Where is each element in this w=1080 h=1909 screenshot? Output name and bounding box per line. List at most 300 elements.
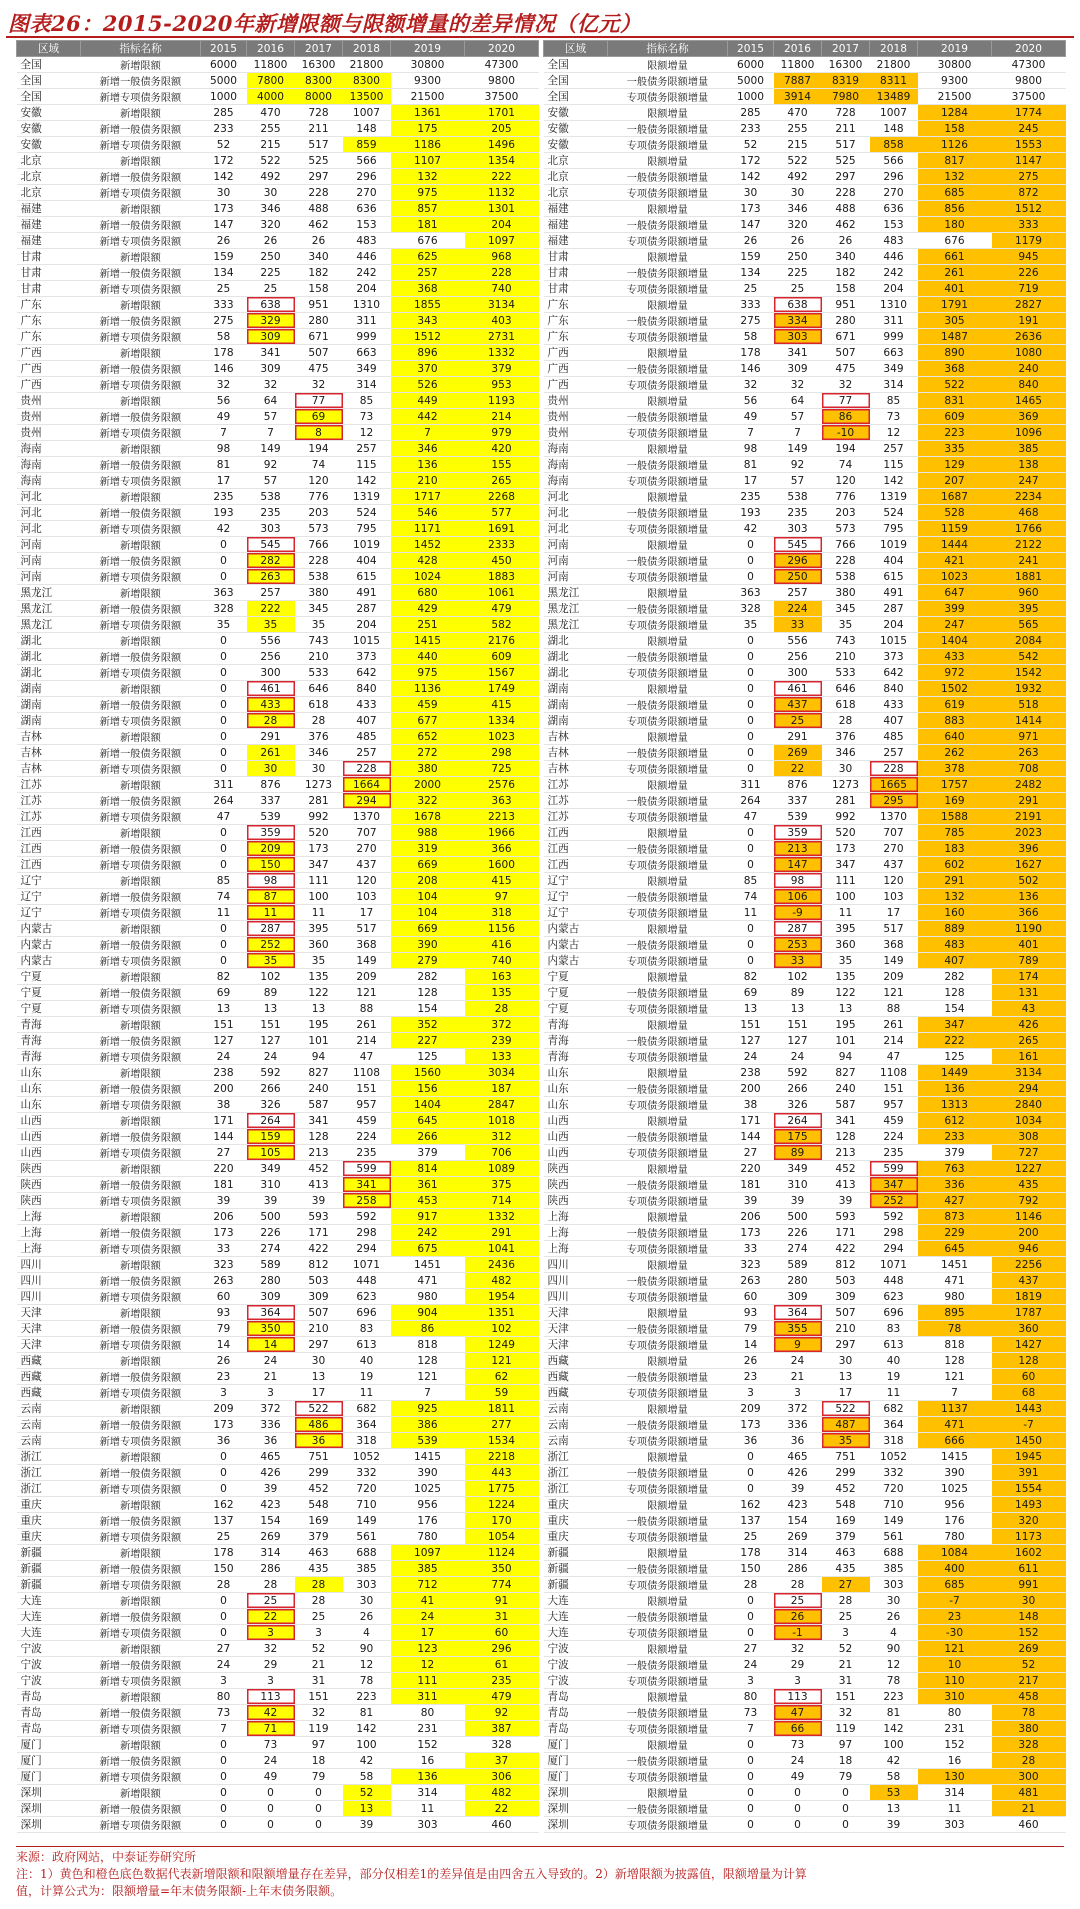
table-row	[17, 1241, 539, 1257]
value-cell: 194	[295, 441, 343, 457]
table-row	[17, 1257, 539, 1273]
value-cell: 47	[343, 1049, 391, 1065]
value-cell: 19	[870, 1369, 918, 1385]
value-cell: 2234	[992, 489, 1066, 505]
value-cell: 3	[247, 1625, 295, 1641]
table-row	[17, 1289, 539, 1305]
region-cell: 全国	[544, 73, 608, 89]
value-cell: 520	[822, 825, 870, 841]
value-cell: 968	[465, 249, 539, 265]
value-cell: 524	[870, 505, 918, 521]
value-cell: 178	[201, 345, 247, 361]
region-cell: 云南	[17, 1401, 81, 1417]
value-cell: 615	[870, 569, 918, 585]
value-cell: 602	[918, 857, 992, 873]
value-cell: 1811	[465, 1401, 539, 1417]
value-cell: 36	[201, 1433, 247, 1449]
value-cell: 682	[870, 1401, 918, 1417]
table-row	[544, 1513, 1066, 1529]
value-cell: 1273	[822, 777, 870, 793]
region-cell: 福建	[17, 233, 81, 249]
value-cell: 763	[918, 1161, 992, 1177]
region-cell: 青海	[17, 1033, 81, 1049]
value-cell: 93	[728, 1305, 774, 1321]
table-row	[17, 1497, 539, 1513]
value-cell: 0	[728, 841, 774, 857]
value-cell: 297	[295, 169, 343, 185]
value-cell: 539	[391, 1433, 465, 1449]
value-cell: 3	[774, 1385, 822, 1401]
value-cell: 29	[774, 1657, 822, 1673]
value-cell: 652	[391, 729, 465, 745]
indicator-cell: 新增一般债务限额	[81, 1465, 201, 1481]
value-cell: 309	[822, 1289, 870, 1305]
value-cell: 2847	[465, 1097, 539, 1113]
value-cell: 435	[295, 1561, 343, 1577]
table-row	[544, 1817, 1066, 1833]
value-cell: 159	[201, 249, 247, 265]
value-cell: 671	[822, 329, 870, 345]
region-cell: 山西	[17, 1145, 81, 1161]
region-cell: 广西	[544, 377, 608, 393]
value-cell: 359	[774, 825, 822, 841]
indicator-cell: 新增专项债务限额	[81, 1625, 201, 1641]
region-cell: 安徽	[17, 137, 81, 153]
region-cell: 广东	[544, 297, 608, 313]
table-row	[544, 889, 1066, 905]
region-cell: 大连	[544, 1609, 608, 1625]
table-row	[17, 537, 539, 553]
value-cell: 214	[465, 409, 539, 425]
value-cell: 71	[247, 1721, 295, 1737]
region-cell: 上海	[544, 1209, 608, 1225]
value-cell: 13	[201, 1001, 247, 1017]
value-cell: 85	[343, 393, 391, 409]
value-cell: 247	[918, 617, 992, 633]
table-row	[17, 313, 539, 329]
value-cell: 180	[918, 217, 992, 233]
value-cell: 92	[774, 457, 822, 473]
value-cell: 151	[295, 1689, 343, 1705]
value-cell: 73	[201, 1705, 247, 1721]
value-cell: 618	[822, 697, 870, 713]
value-cell: 13489	[870, 89, 918, 105]
value-cell: 364	[247, 1305, 295, 1321]
value-cell: 128	[992, 1353, 1066, 1369]
value-cell: 9300	[918, 73, 992, 89]
value-cell: 275	[201, 313, 247, 329]
value-cell: 154	[774, 1513, 822, 1529]
value-cell: 378	[918, 761, 992, 777]
value-cell: 241	[992, 553, 1066, 569]
value-cell: 1052	[343, 1449, 391, 1465]
value-cell: 40	[870, 1353, 918, 1369]
region-cell: 河南	[17, 553, 81, 569]
figure-footer	[16, 1846, 1064, 1900]
value-cell: 73	[870, 409, 918, 425]
value-cell: 740	[465, 281, 539, 297]
value-cell: -9	[774, 905, 822, 921]
value-cell: 2840	[992, 1097, 1066, 1113]
value-cell: 1554	[992, 1481, 1066, 1497]
table-row	[17, 105, 539, 121]
value-cell: 1025	[391, 1481, 465, 1497]
value-cell: 173	[201, 201, 247, 217]
value-cell: 0	[247, 1785, 295, 1801]
value-cell: 613	[870, 1337, 918, 1353]
indicator-cell: 新增一般债务限额	[81, 457, 201, 473]
value-cell: 30	[295, 1353, 343, 1369]
value-cell: 101	[295, 1033, 343, 1049]
value-cell: 161	[992, 1049, 1066, 1065]
indicator-cell: 新增一般债务限额	[81, 1801, 201, 1817]
table-row	[17, 1193, 539, 1209]
value-cell: 78	[870, 1673, 918, 1689]
value-cell: 73	[247, 1737, 295, 1753]
indicator-cell: 新增专项债务限额	[81, 1289, 201, 1305]
value-cell: 270	[343, 185, 391, 201]
value-cell: 2191	[992, 809, 1066, 825]
value-cell: 122	[295, 985, 343, 1001]
value-cell: 517	[343, 921, 391, 937]
value-cell: 1310	[870, 297, 918, 313]
value-cell: 1502	[918, 681, 992, 697]
value-cell: 151	[774, 1017, 822, 1033]
value-cell: 719	[992, 281, 1066, 297]
value-cell: 35	[295, 617, 343, 633]
region-cell: 贵州	[544, 409, 608, 425]
indicator-cell: 新增限额	[81, 201, 201, 217]
table-row	[544, 633, 1066, 649]
value-cell: 1404	[391, 1097, 465, 1113]
value-cell: 151	[822, 1689, 870, 1705]
value-cell: 483	[343, 233, 391, 249]
value-cell: 840	[870, 681, 918, 697]
region-cell: 陕西	[17, 1193, 81, 1209]
value-cell: 59	[465, 1385, 539, 1401]
value-cell: 0	[728, 825, 774, 841]
region-cell: 广西	[17, 361, 81, 377]
value-cell: 341	[774, 345, 822, 361]
value-cell: 380	[822, 585, 870, 601]
table-row	[544, 825, 1066, 841]
table-row	[544, 1081, 1066, 1097]
value-cell: 32	[774, 1641, 822, 1657]
value-cell: 426	[774, 1465, 822, 1481]
indicator-cell: 新增专项债务限额	[81, 137, 201, 153]
table-row	[17, 153, 539, 169]
value-cell: 712	[391, 1577, 465, 1593]
region-cell: 青岛	[544, 1705, 608, 1721]
value-cell: 25	[247, 281, 295, 297]
region-cell: 黑龙江	[544, 617, 608, 633]
indicator-cell: 专项债务限额增量	[608, 137, 728, 153]
value-cell: 13	[295, 1369, 343, 1385]
indicator-cell: 限额增量	[608, 1161, 728, 1177]
table-row	[544, 233, 1066, 249]
indicator-cell: 新增专项债务限额	[81, 329, 201, 345]
value-cell: 1249	[465, 1337, 539, 1353]
value-cell: 209	[728, 1401, 774, 1417]
value-cell: 28	[822, 713, 870, 729]
value-cell: 42	[247, 1705, 295, 1721]
value-cell: 1227	[992, 1161, 1066, 1177]
value-cell: 696	[870, 1305, 918, 1321]
source-note: 来源：政府网站，中泰证券研究所	[16, 1850, 197, 1864]
value-cell: 0	[201, 1449, 247, 1465]
value-cell: 26	[728, 1353, 774, 1369]
value-cell: 318	[870, 1433, 918, 1449]
value-cell: 0	[201, 1465, 247, 1481]
value-cell: 172	[728, 153, 774, 169]
indicator-cell: 新增专项债务限额	[81, 1673, 201, 1689]
value-cell: 428	[391, 553, 465, 569]
indicator-cell: 新增专项债务限额	[81, 1097, 201, 1113]
table-row	[17, 1145, 539, 1161]
value-cell: 311	[391, 1689, 465, 1705]
value-cell: 91	[465, 1593, 539, 1609]
table-row	[17, 1481, 539, 1497]
value-cell: 437	[774, 697, 822, 713]
value-cell: 42	[728, 521, 774, 537]
region-cell: 湖南	[544, 681, 608, 697]
value-cell: 281	[295, 793, 343, 809]
column-header: 指标名称	[608, 41, 728, 57]
value-cell: 366	[465, 841, 539, 857]
value-cell: 142	[728, 169, 774, 185]
value-cell: 460	[992, 1817, 1066, 1833]
indicator-cell: 新增专项债务限额	[81, 953, 201, 969]
region-cell: 青海	[544, 1017, 608, 1033]
indicator-cell: 新增一般债务限额	[81, 1705, 201, 1721]
value-cell: 17	[822, 1385, 870, 1401]
value-cell: 25	[201, 281, 247, 297]
value-cell: 17	[728, 473, 774, 489]
value-cell: 3134	[465, 297, 539, 313]
indicator-cell: 一般债务限额增量	[608, 1753, 728, 1769]
indicator-cell: 新增限额	[81, 585, 201, 601]
indicator-cell: 新增专项债务限额	[81, 1529, 201, 1545]
indicator-cell: 限额增量	[608, 537, 728, 553]
value-cell: 372	[774, 1401, 822, 1417]
value-cell: 193	[201, 505, 247, 521]
value-cell: 235	[774, 505, 822, 521]
indicator-cell: 限额增量	[608, 1209, 728, 1225]
indicator-cell: 专项债务限额增量	[608, 1145, 728, 1161]
region-cell: 广西	[544, 345, 608, 361]
value-cell: 1019	[343, 537, 391, 553]
value-cell: 30	[992, 1593, 1066, 1609]
table-row	[17, 1817, 539, 1833]
indicator-cell: 新增限额	[81, 1353, 201, 1369]
value-cell: 347	[822, 857, 870, 873]
value-cell: 74	[201, 889, 247, 905]
value-cell: 642	[343, 665, 391, 681]
value-cell: 486	[295, 1417, 343, 1433]
value-cell: 0	[201, 1785, 247, 1801]
region-cell: 宁夏	[544, 969, 608, 985]
value-cell: 1855	[391, 297, 465, 313]
table-row	[544, 601, 1066, 617]
value-cell: 435	[992, 1177, 1066, 1193]
table-row	[544, 1225, 1066, 1241]
region-cell: 海南	[544, 457, 608, 473]
region-cell: 四川	[544, 1257, 608, 1273]
value-cell: 433	[918, 649, 992, 665]
value-cell: 1766	[992, 521, 1066, 537]
value-cell: 1451	[918, 1257, 992, 1273]
value-cell: 876	[774, 777, 822, 793]
value-cell: 766	[295, 537, 343, 553]
value-cell: 25	[728, 1529, 774, 1545]
value-cell: 465	[247, 1449, 295, 1465]
value-cell: 341	[247, 345, 295, 361]
region-cell: 辽宁	[544, 889, 608, 905]
table-row	[17, 1065, 539, 1081]
table-row	[544, 409, 1066, 425]
value-cell: 0	[201, 697, 247, 713]
region-cell: 贵州	[544, 393, 608, 409]
value-cell: 80	[728, 1689, 774, 1705]
value-cell: 270	[870, 841, 918, 857]
value-cell: 1019	[870, 537, 918, 553]
value-cell: 32	[774, 377, 822, 393]
value-cell: 311	[870, 313, 918, 329]
value-cell: 347	[918, 1017, 992, 1033]
table-row	[17, 233, 539, 249]
value-cell: 3	[728, 1385, 774, 1401]
indicator-cell: 限额增量	[608, 1113, 728, 1129]
table-row	[544, 105, 1066, 121]
value-cell: 766	[822, 537, 870, 553]
value-cell: 1190	[992, 921, 1066, 937]
value-cell: 28	[465, 1001, 539, 1017]
value-cell: 517	[822, 137, 870, 153]
value-cell: 1487	[918, 329, 992, 345]
value-cell: 17	[201, 473, 247, 489]
value-cell: 3	[295, 1625, 343, 1641]
value-cell: 68	[992, 1385, 1066, 1401]
region-cell: 西藏	[544, 1385, 608, 1401]
value-cell: 298	[465, 745, 539, 761]
value-cell: 669	[391, 857, 465, 873]
value-cell: 21	[247, 1369, 295, 1385]
region-cell: 青海	[17, 1017, 81, 1033]
table-row	[17, 841, 539, 857]
value-cell: 896	[391, 345, 465, 361]
value-cell: 26	[201, 233, 247, 249]
indicator-cell: 一般债务限额增量	[608, 1129, 728, 1145]
value-cell: 256	[774, 649, 822, 665]
region-cell: 湖北	[544, 665, 608, 681]
value-cell: 52	[992, 1657, 1066, 1673]
value-cell: 2084	[992, 633, 1066, 649]
indicator-cell: 专项债务限额增量	[608, 617, 728, 633]
value-cell: 4	[343, 1625, 391, 1641]
value-cell: 277	[465, 1417, 539, 1433]
value-cell: 270	[343, 841, 391, 857]
value-cell: 2333	[465, 537, 539, 553]
value-cell: 103	[343, 889, 391, 905]
value-cell: 612	[918, 1113, 992, 1129]
value-cell: 30	[295, 761, 343, 777]
value-cell: 74	[822, 457, 870, 473]
value-cell: 120	[343, 873, 391, 889]
table-row	[544, 841, 1066, 857]
value-cell: 0	[201, 921, 247, 937]
value-cell: 181	[728, 1177, 774, 1193]
region-cell: 北京	[544, 169, 608, 185]
indicator-cell: 限额增量	[608, 729, 728, 745]
value-cell: 328	[465, 1737, 539, 1753]
value-cell: 49	[774, 1769, 822, 1785]
value-cell: 211	[822, 121, 870, 137]
value-cell: 225	[247, 265, 295, 281]
table-row	[544, 697, 1066, 713]
value-cell: 287	[774, 921, 822, 937]
table-row	[544, 1241, 1066, 1257]
value-cell: 74	[295, 457, 343, 473]
value-cell: 345	[295, 601, 343, 617]
value-cell: 314	[774, 1545, 822, 1561]
value-cell: 14	[201, 1337, 247, 1353]
value-cell: 24	[247, 1753, 295, 1769]
value-cell: 73	[343, 409, 391, 425]
region-cell: 广西	[17, 345, 81, 361]
value-cell: 390	[391, 937, 465, 953]
value-cell: 127	[774, 1033, 822, 1049]
value-cell: 149	[343, 1513, 391, 1529]
value-cell: 895	[918, 1305, 992, 1321]
value-cell: 23	[201, 1369, 247, 1385]
value-cell: 957	[870, 1097, 918, 1113]
region-cell: 广东	[17, 313, 81, 329]
value-cell: 121	[870, 985, 918, 1001]
table-row	[544, 1577, 1066, 1593]
value-cell: 592	[774, 1065, 822, 1081]
value-cell: 21500	[918, 89, 992, 105]
value-cell: 500	[774, 1209, 822, 1225]
value-cell: 206	[201, 1209, 247, 1225]
value-cell: 206	[728, 1209, 774, 1225]
table-row	[544, 489, 1066, 505]
value-cell: 209	[201, 1401, 247, 1417]
value-cell: 1787	[992, 1305, 1066, 1321]
indicator-cell: 一般债务限额增量	[608, 1705, 728, 1721]
value-cell: 946	[992, 1241, 1066, 1257]
value-cell: 645	[918, 1241, 992, 1257]
value-cell: 1023	[918, 569, 992, 585]
value-cell: 3914	[774, 89, 822, 105]
value-cell: 224	[343, 1129, 391, 1145]
value-cell: 355	[774, 1321, 822, 1337]
value-cell: 42	[870, 1753, 918, 1769]
value-cell: 345	[822, 601, 870, 617]
indicator-cell: 新增一般债务限额	[81, 1657, 201, 1673]
value-cell: 39	[728, 1193, 774, 1209]
indicator-cell: 新增限额	[81, 1209, 201, 1225]
value-cell: 146	[201, 361, 247, 377]
value-cell: 121	[465, 1353, 539, 1369]
value-cell: 370	[391, 361, 465, 377]
table-row	[544, 1449, 1066, 1465]
value-cell: 685	[918, 185, 992, 201]
value-cell: 26	[728, 233, 774, 249]
indicator-cell: 新增一般债务限额	[81, 1753, 201, 1769]
value-cell: 0	[201, 665, 247, 681]
region-cell: 云南	[544, 1401, 608, 1417]
value-cell: 0	[728, 681, 774, 697]
